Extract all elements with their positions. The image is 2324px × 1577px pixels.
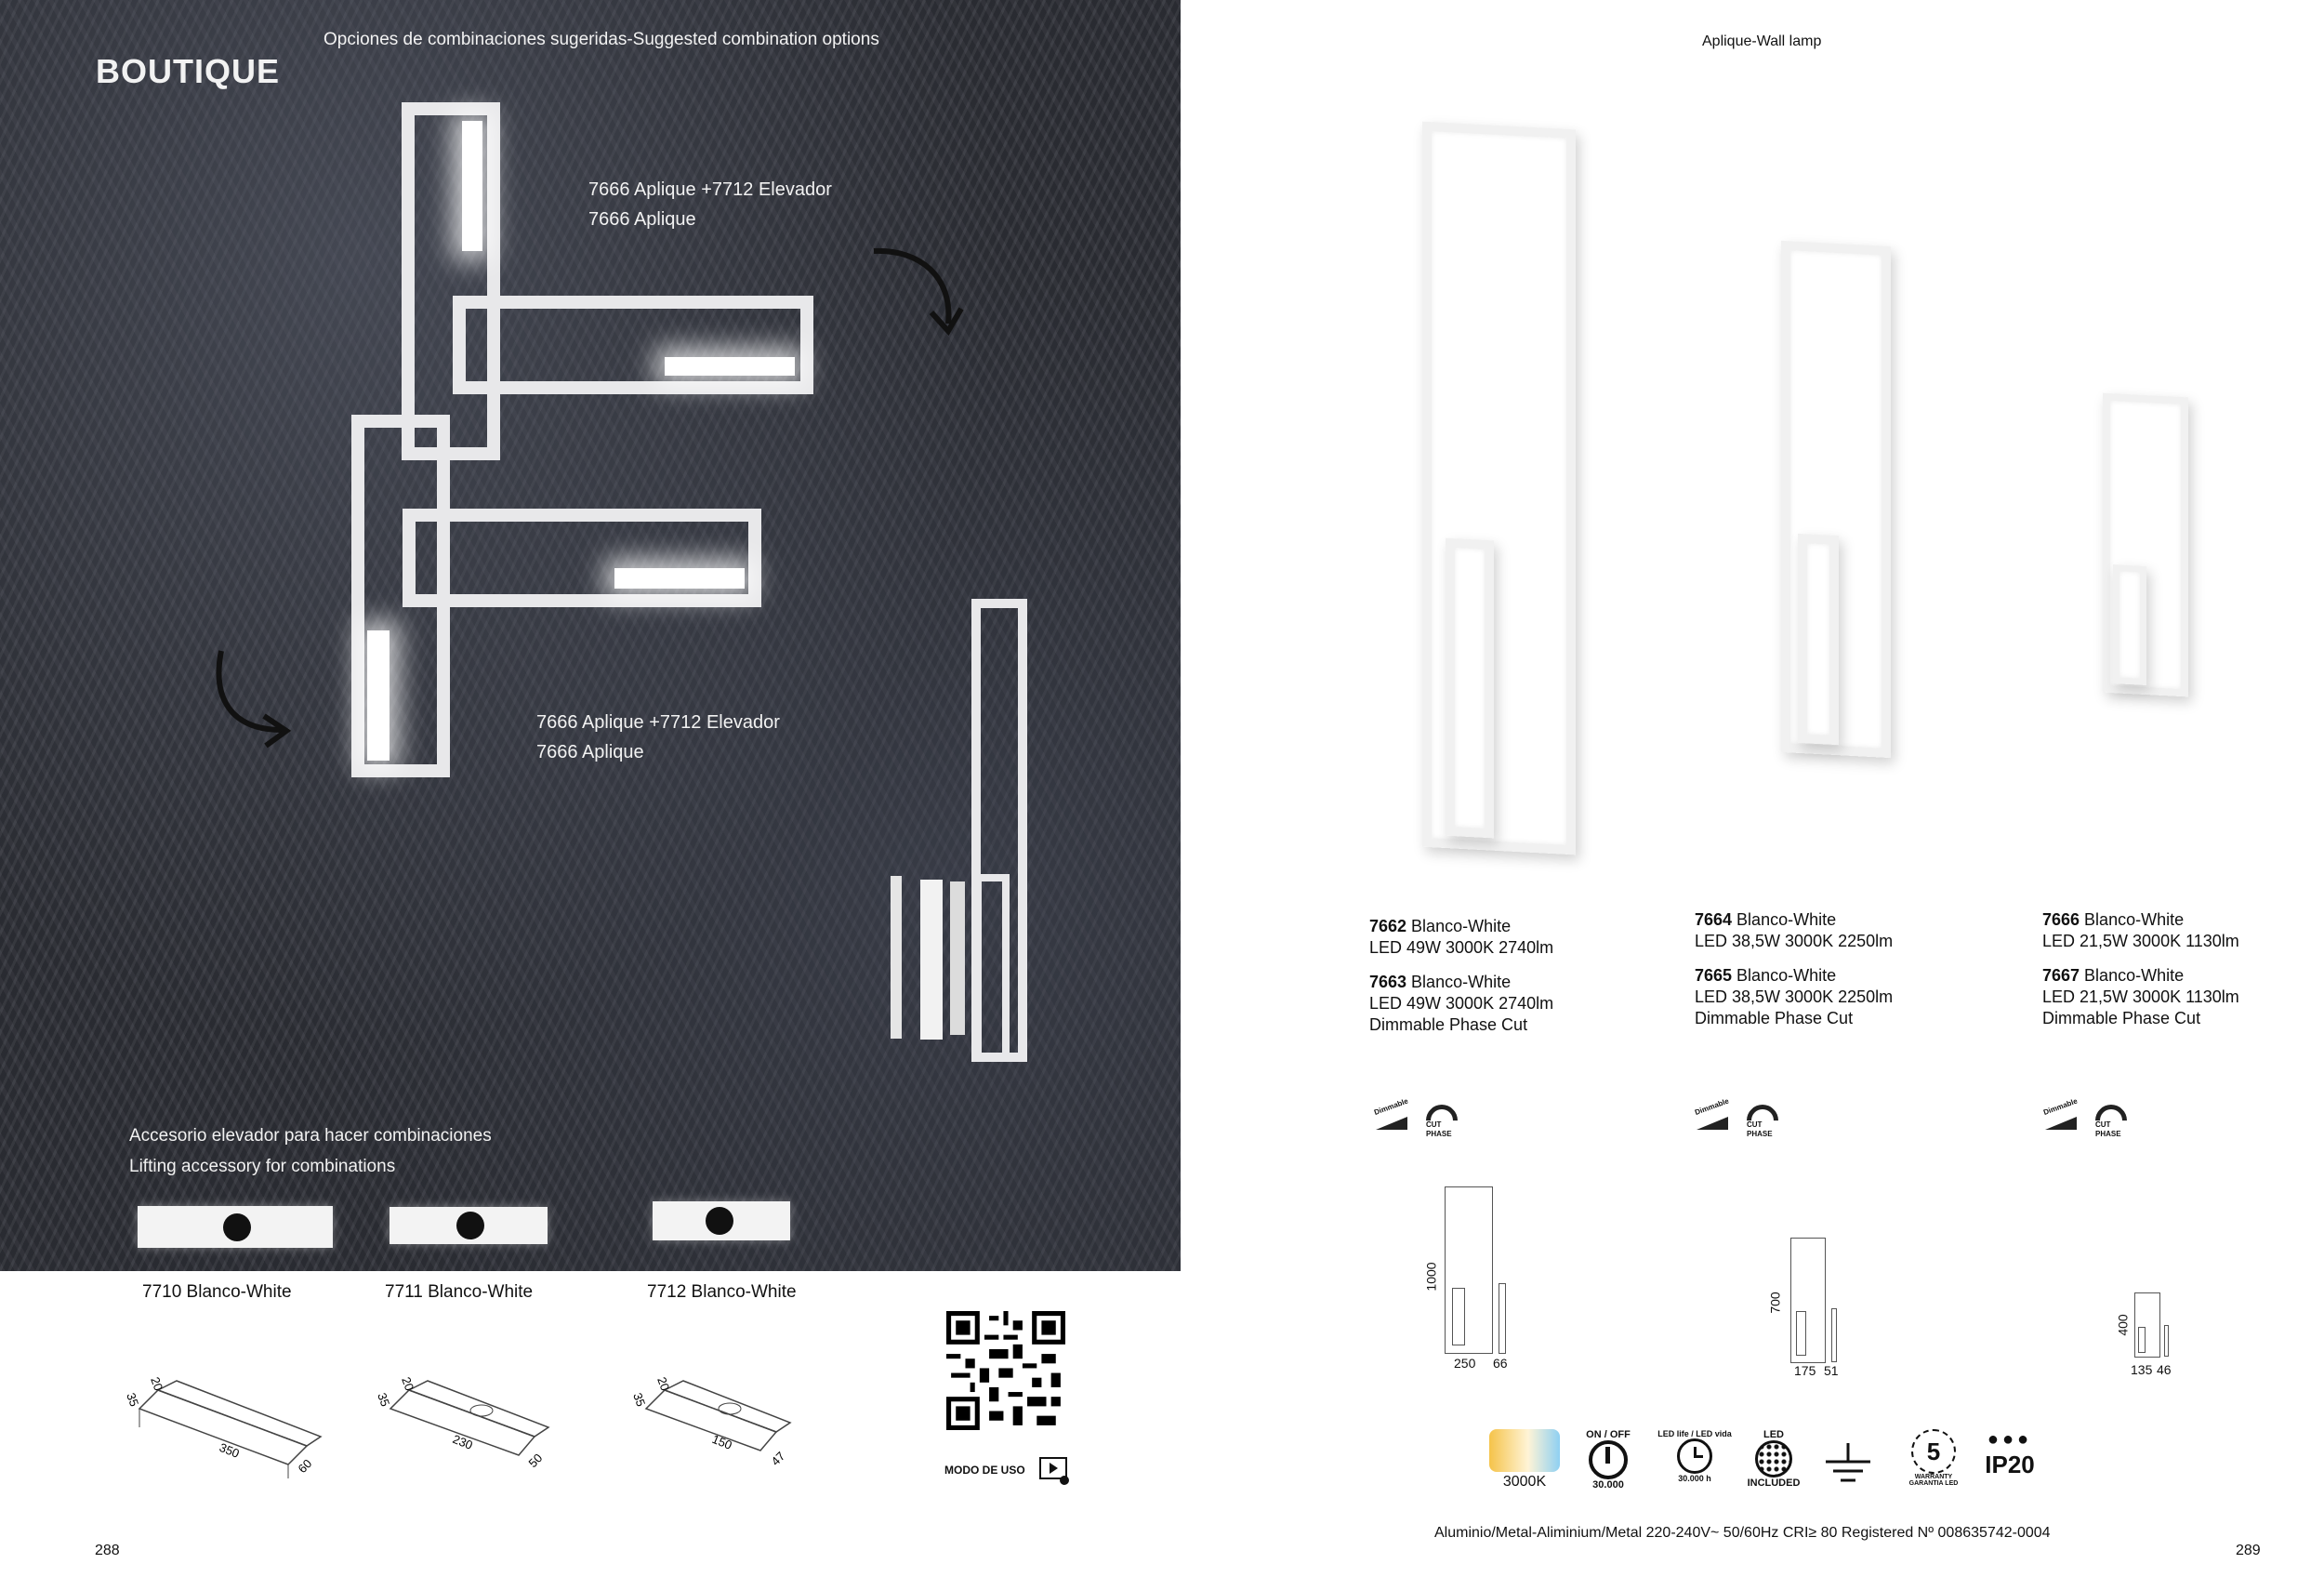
product-code: 7664 [1695, 910, 1733, 929]
cut-phase-icon [1743, 1105, 1784, 1142]
dimension-label: 230 [450, 1431, 475, 1452]
product-spec-7666 [2042, 909, 2239, 1029]
dimension-label: 20 [399, 1374, 417, 1393]
lamp-frame [453, 296, 813, 394]
product-color: Blanco-White [1406, 917, 1512, 935]
spec-line: LED 21,5W 3000K 1130lm [2042, 932, 2239, 950]
product-code: 7663 [1369, 973, 1407, 991]
cut-label: CUT [1426, 1120, 1442, 1129]
height-dimension: 700 [1767, 1292, 1783, 1314]
technical-drawing-400 [2110, 1288, 2203, 1381]
on-off-icon [1576, 1429, 1641, 1491]
lamp-light [462, 121, 482, 251]
spec-line: LED 21,5W 3000K 1130lm [2042, 987, 2239, 1006]
lifting-text-line: Accesorio elevador para hacer combinaciones [129, 1126, 492, 1146]
spec-line [2042, 909, 2239, 931]
spec-line [1369, 972, 1553, 993]
led-included-label: INCLUDED [1747, 1478, 1801, 1489]
lamp-frame [403, 509, 761, 607]
page-number-right: 289 [2236, 1543, 2261, 1558]
video-play-icon[interactable] [1039, 1457, 1073, 1487]
height-dimension: 400 [2115, 1314, 2131, 1336]
combo-label-line: 7666 Aplique +7712 Elevador [536, 712, 780, 733]
led-life-bottom-label: 30.000 h [1678, 1474, 1711, 1483]
color-temp-label: 3000K [1502, 1474, 1547, 1490]
curved-arrow-icon [203, 642, 296, 753]
cut-phase-icon [1422, 1105, 1463, 1142]
spec-line: LED 49W 3000K 2740lm [1369, 994, 1554, 1013]
product-spec-7664 [1695, 909, 1893, 1029]
depth-dimension: 51 [1824, 1363, 1839, 1378]
material-footer: Aluminio/Metal-Aliminium/Metal 220-240V~ 50/60Hz CRI≥ 80 Registered Nº 008635742-0004 [1434, 1525, 2051, 1541]
cut-label: CUT [2095, 1120, 2111, 1129]
width-dimension: 175 [1794, 1363, 1816, 1378]
dimension-label: 35 [375, 1390, 393, 1409]
spec-line: LED 38,5W 3000K 2250lm [1695, 987, 1894, 1006]
accessory-label: 7712 Blanco-White [647, 1282, 797, 1302]
combo-label-line: 7666 Aplique +7712 Elevador [588, 179, 832, 200]
width-dimension: 135 [2131, 1362, 2153, 1377]
technical-drawing-1000 [1422, 1181, 1534, 1371]
elevator-hole [223, 1213, 251, 1241]
brand-title: BOUTIQUE [96, 52, 281, 90]
lamp-light [367, 630, 390, 761]
onoff-top-label: ON / OFF [1586, 1429, 1631, 1440]
curved-arrow-icon [865, 240, 967, 342]
product-spec-7662 [1369, 916, 1553, 1036]
product-color: Blanco-White [2080, 966, 2185, 985]
accessory-drawing-7712 [627, 1362, 832, 1478]
onoff-bottom-label: 30.000 [1592, 1479, 1624, 1491]
color-temperature-icon [1489, 1429, 1560, 1491]
dimension-label: 50 [525, 1451, 546, 1471]
wall-plate [891, 876, 902, 1039]
dimension-label: 350 [217, 1439, 242, 1461]
elevator-accessory-7712 [653, 1201, 790, 1240]
spec-line: LED 49W 3000K 2740lm [1369, 938, 1554, 957]
dimension-label: 35 [630, 1390, 649, 1409]
page-number-left: 288 [95, 1543, 120, 1558]
cut-label: CUT [1747, 1120, 1763, 1129]
spec-line [1369, 916, 1553, 937]
accessory-label: 7711 Blanco-White [385, 1282, 534, 1302]
spec-line: Dimmable Phase Cut [2042, 1009, 2201, 1027]
spec-line: Dimmable Phase Cut [1695, 1009, 1854, 1027]
combo-label-line: 7666 Aplique [536, 742, 644, 762]
lamp-frame [1446, 538, 1494, 839]
lamp-frame [1798, 534, 1839, 745]
spec-line [2042, 965, 2239, 987]
lifting-text-line: Lifting accessory for combinations [129, 1157, 396, 1176]
lamp-light [614, 568, 745, 589]
warranty-text: WARRANTY GARANTIA LED [1908, 1474, 1959, 1487]
mount-bracket [950, 881, 965, 1035]
dimension-label: 20 [654, 1374, 673, 1393]
phase-label: PHASE [1426, 1130, 1452, 1138]
combo-label-line: 7666 Aplique [588, 209, 696, 230]
combo-label [536, 708, 780, 767]
product-code: 7666 [2042, 910, 2080, 929]
lamp-frame [2113, 564, 2146, 685]
depth-dimension: 66 [1493, 1356, 1508, 1371]
ip-rating-label: IP20 [1985, 1451, 2035, 1478]
combination-heading: Opciones de combinaciones sugeridas-Suggested combination options [324, 30, 879, 49]
depth-dimension: 46 [2157, 1362, 2172, 1377]
accessory-drawing-7710 [121, 1362, 344, 1478]
led-life-icon [1657, 1429, 1732, 1483]
wall-lamp-title: Aplique-Wall lamp [1702, 33, 1822, 49]
elevator-hole [456, 1212, 484, 1239]
spec-line [1695, 965, 1893, 987]
accessory-drawing-7711 [372, 1362, 576, 1478]
dimension-label: 150 [709, 1431, 734, 1452]
led-included-icon [1741, 1429, 1806, 1489]
product-color: Blanco-White [1732, 966, 1837, 985]
product-color: Blanco-White [2080, 910, 2185, 929]
led-top-label: LED [1763, 1429, 1784, 1440]
lamp-light [665, 357, 795, 376]
lifting-accessory-text [129, 1120, 492, 1182]
dimension-label: 60 [295, 1456, 315, 1477]
lamp-frame [402, 102, 500, 460]
warranty-number: 5 [1911, 1429, 1956, 1474]
ip-rating-icon: ●●● IP20 [1980, 1429, 2040, 1479]
product-code: 7667 [2042, 966, 2080, 985]
dimension-label: 47 [768, 1449, 788, 1469]
dimension-label: 35 [124, 1390, 142, 1409]
height-dimension: 1000 [1423, 1262, 1439, 1292]
product-code: 7665 [1695, 966, 1733, 985]
hero-photo-panel [0, 0, 1181, 1271]
width-dimension: 250 [1454, 1356, 1476, 1371]
lamp-frame [974, 874, 1010, 1060]
phase-label: PHASE [1747, 1130, 1773, 1138]
led-life-top-label: LED life / LED vida [1657, 1429, 1732, 1438]
spec-line: LED 38,5W 3000K 2250lm [1695, 932, 1894, 950]
warranty-icon [1901, 1429, 1966, 1487]
qr-code[interactable] [946, 1311, 1065, 1430]
product-color: Blanco-White [1732, 910, 1837, 929]
elevator-accessory-7711 [390, 1207, 548, 1244]
dimmable-icon: Dimmable [1376, 1108, 1411, 1130]
spec-line: Dimmable Phase Cut [1369, 1015, 1528, 1034]
dimmable-icon: Dimmable [1697, 1108, 1732, 1130]
accessory-label: 7710 Blanco-White [142, 1282, 292, 1302]
product-color: Blanco-White [1406, 973, 1512, 991]
dimmable-icon: Dimmable [2045, 1108, 2080, 1130]
elevator-hole [706, 1207, 733, 1235]
combo-label [588, 175, 832, 234]
product-code: 7662 [1369, 917, 1407, 935]
mount-bracket [920, 880, 943, 1040]
phase-label: PHASE [2095, 1130, 2121, 1138]
cut-phase-icon [2092, 1105, 2133, 1142]
qr-label: MODO DE USO [944, 1464, 1025, 1477]
spec-line [1695, 909, 1893, 931]
dimension-label: 20 [148, 1374, 166, 1393]
technical-drawing-700 [1766, 1232, 1868, 1381]
ground-icon [1822, 1441, 1874, 1488]
elevator-accessory-7710 [138, 1206, 333, 1248]
